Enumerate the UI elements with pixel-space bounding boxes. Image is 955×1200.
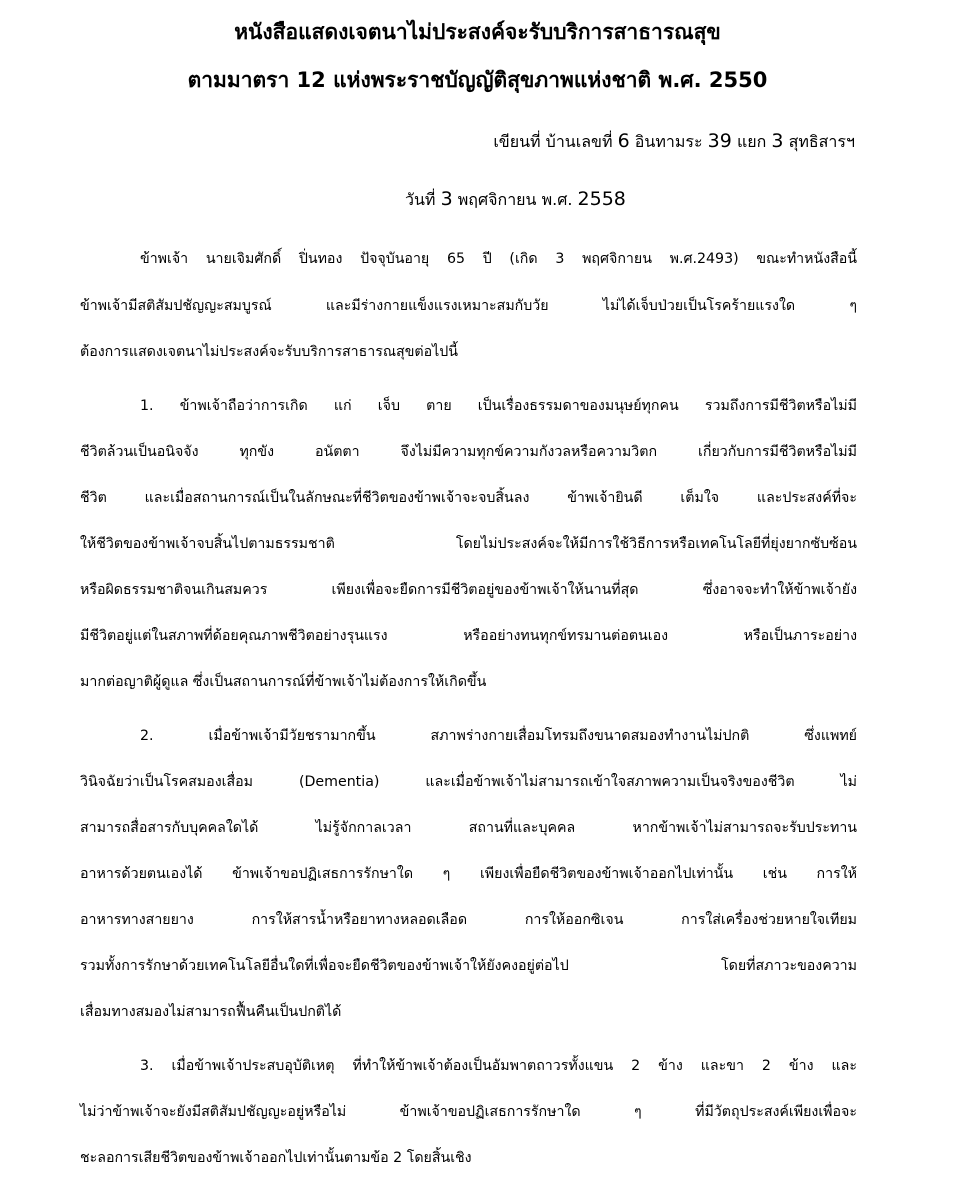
clause-1-line: มีชีวิตอยู่แต่ในสภาพที่ด้อยคุณภาพชีวิตอย่างรุนแรง หรืออย่างทนทุกข์ทรมานต่อตนเอง หรือเป็นภาระอย่าง — [80, 628, 857, 644]
clause-3-line: ไม่ว่าข้าพเจ้าจะยังมีสติสัมปชัญญะอยู่หรือไม่ ข้าพเจ้าขอปฏิเสธการรักษาใด ๆ ที่มีวัตถุประสงค์เพียงเพื่อจะ — [80, 1104, 857, 1120]
clause-1-line: ชีวิตล้วนเป็นอนิจจัง ทุกขัง อนัตตา จึงไม่มีความทุกข์ความกังวลหรือความวิตก เกี่ยวกับการมีชีวิตหรือไม่มี — [80, 444, 857, 460]
clause-2-line: วินิจฉัยว่าเป็นโรคสมองเสื่อม (Dementia) และเมื่อข้าพเจ้าไม่สามารถเข้าใจสภาพความเป็นจริงของชีวิต ไม่ — [80, 774, 857, 790]
soi-prefix: แยก — [731, 132, 772, 151]
clause-3-line: 3. เมื่อข้าพเจ้าประสบอุบัติเหตุ ที่ทำให้ข้าพเจ้าต้องเป็นอัมพาตถาวรทั้งแขน 2 ข้าง และขา 2 ข้าง และ — [140, 1058, 857, 1074]
clause-2-line: เสื่อมทางสมองไม่สามารถฟื้นคืนเป็นปกติได้ — [80, 1004, 342, 1020]
soi-number: 3 — [771, 130, 784, 152]
date-prefix: วันที่ — [405, 190, 441, 209]
area-name: สุทธิสารฯ — [783, 132, 855, 151]
document-title-line-1: หนังสือแสดงเจตนาไม่ประสงค์จะรับบริการสาธารณสุข — [234, 20, 721, 44]
location-prefix: เขียนที่ บ้านเลขที่ — [493, 132, 618, 151]
clause-2-line: สามารถสื่อสารกับบุคคลใดได้ ไม่รู้จักกาลเวลา สถานที่และบุคคล หากข้าพเจ้าไม่สามารถจะรับประทาน — [80, 820, 857, 836]
date-month: พฤศจิกายน พ.ศ. — [452, 190, 578, 209]
written-at-location — [493, 130, 855, 155]
clause-1-line: 1. ข้าพเจ้าถือว่าการเกิด แก่ เจ็บ ตาย เป็นเรื่องธรรมดาของมนุษย์ทุกคน รวมถึงการมีชีวิตหรือไม่มี — [140, 398, 857, 414]
house-number: 6 — [617, 130, 630, 152]
road-prefix: อินทามระ — [629, 132, 708, 151]
document-date — [405, 188, 626, 213]
clause-2-line: รวมทั้งการรักษาด้วยเทคโนโลยีอื่นใดที่เพื่อจะยืดชีวิตของข้าพเจ้าให้ยังคงอยู่ต่อไป โดยที่สภาวะของความ — [80, 958, 857, 974]
date-day: 3 — [440, 188, 453, 210]
document-title-line-2: ตามมาตรา 12 แห่งพระราชบัญญัติสุขภาพแห่งชาติ พ.ศ. 2550 — [187, 68, 768, 92]
road-number: 39 — [707, 130, 732, 152]
clause-1-line: ชีวิต และเมื่อสถานการณ์เป็นในลักษณะที่ชีวิตของข้าพเจ้าจะจบสิ้นลง ข้าพเจ้ายินดี เต็มใจ และประสงค์ที่จะ — [80, 490, 857, 506]
intro-line: ข้าพเจ้า นายเจิมศักดิ์ ปิ่นทอง ปัจจุบันอายุ 65 ปี (เกิด 3 พฤศจิกายน พ.ศ.2493) ขณะทำหนังสือนี้ — [140, 251, 857, 267]
intro-line: ต้องการแสดงเจตนาไม่ประสงค์จะรับบริการสาธารณสุขต่อไปนี้ — [80, 344, 458, 360]
clause-2-line: 2. เมื่อข้าพเจ้ามีวัยชรามากขึ้น สภาพร่างกายเสื่อมโทรมถึงขนาดสมองทำงานไม่ปกติ ซึ่งแพทย์ — [140, 728, 857, 744]
clause-1-line: มากต่อญาติผู้ดูแล ซึ่งเป็นสถานการณ์ที่ข้าพเจ้าไม่ต้องการให้เกิดขึ้น — [80, 674, 487, 690]
clause-1-line: หรือผิดธรรมชาติจนเกินสมควร เพียงเพื่อจะยืดการมีชีวิตอยู่ของข้าพเจ้าให้นานที่สุด ซึ่งอาจจะทำให้ข้าพเจ้ายัง — [80, 582, 857, 598]
intro-line: ข้าพเจ้ามีสติสัมปชัญญะสมบูรณ์ และมีร่างกายแข็งแรงเหมาะสมกับวัย ไม่ได้เจ็บป่วยเป็นโรคร้ายแรงใด ๆ — [80, 298, 857, 314]
clause-1-line: ให้ชีวิตของข้าพเจ้าจบสิ้นไปตามธรรมชาติ โดยไม่ประสงค์จะให้มีการใช้วิธีการหรือเทคโนโลยีที่ยุ่งยากซับซ้อน — [80, 536, 857, 552]
clause-2-line: อาหารด้วยตนเองได้ ข้าพเจ้าขอปฏิเสธการรักษาใด ๆ เพียงเพื่อยืดชีวิตของข้าพเจ้าออกไปเท่านั้น เช่น การให้ — [80, 866, 857, 882]
clause-3-line: ชะลอการเสียชีวิตของข้าพเจ้าออกไปเท่านั้นตามข้อ 2 โดยสิ้นเชิง — [80, 1150, 472, 1166]
clause-2-line: อาหารทางสายยาง การให้สารน้ำหรือยาทางหลอดเลือด การให้ออกซิเจน การใส่เครื่องช่วยหายใจเทียม — [80, 912, 857, 928]
date-year: 2558 — [577, 188, 626, 210]
